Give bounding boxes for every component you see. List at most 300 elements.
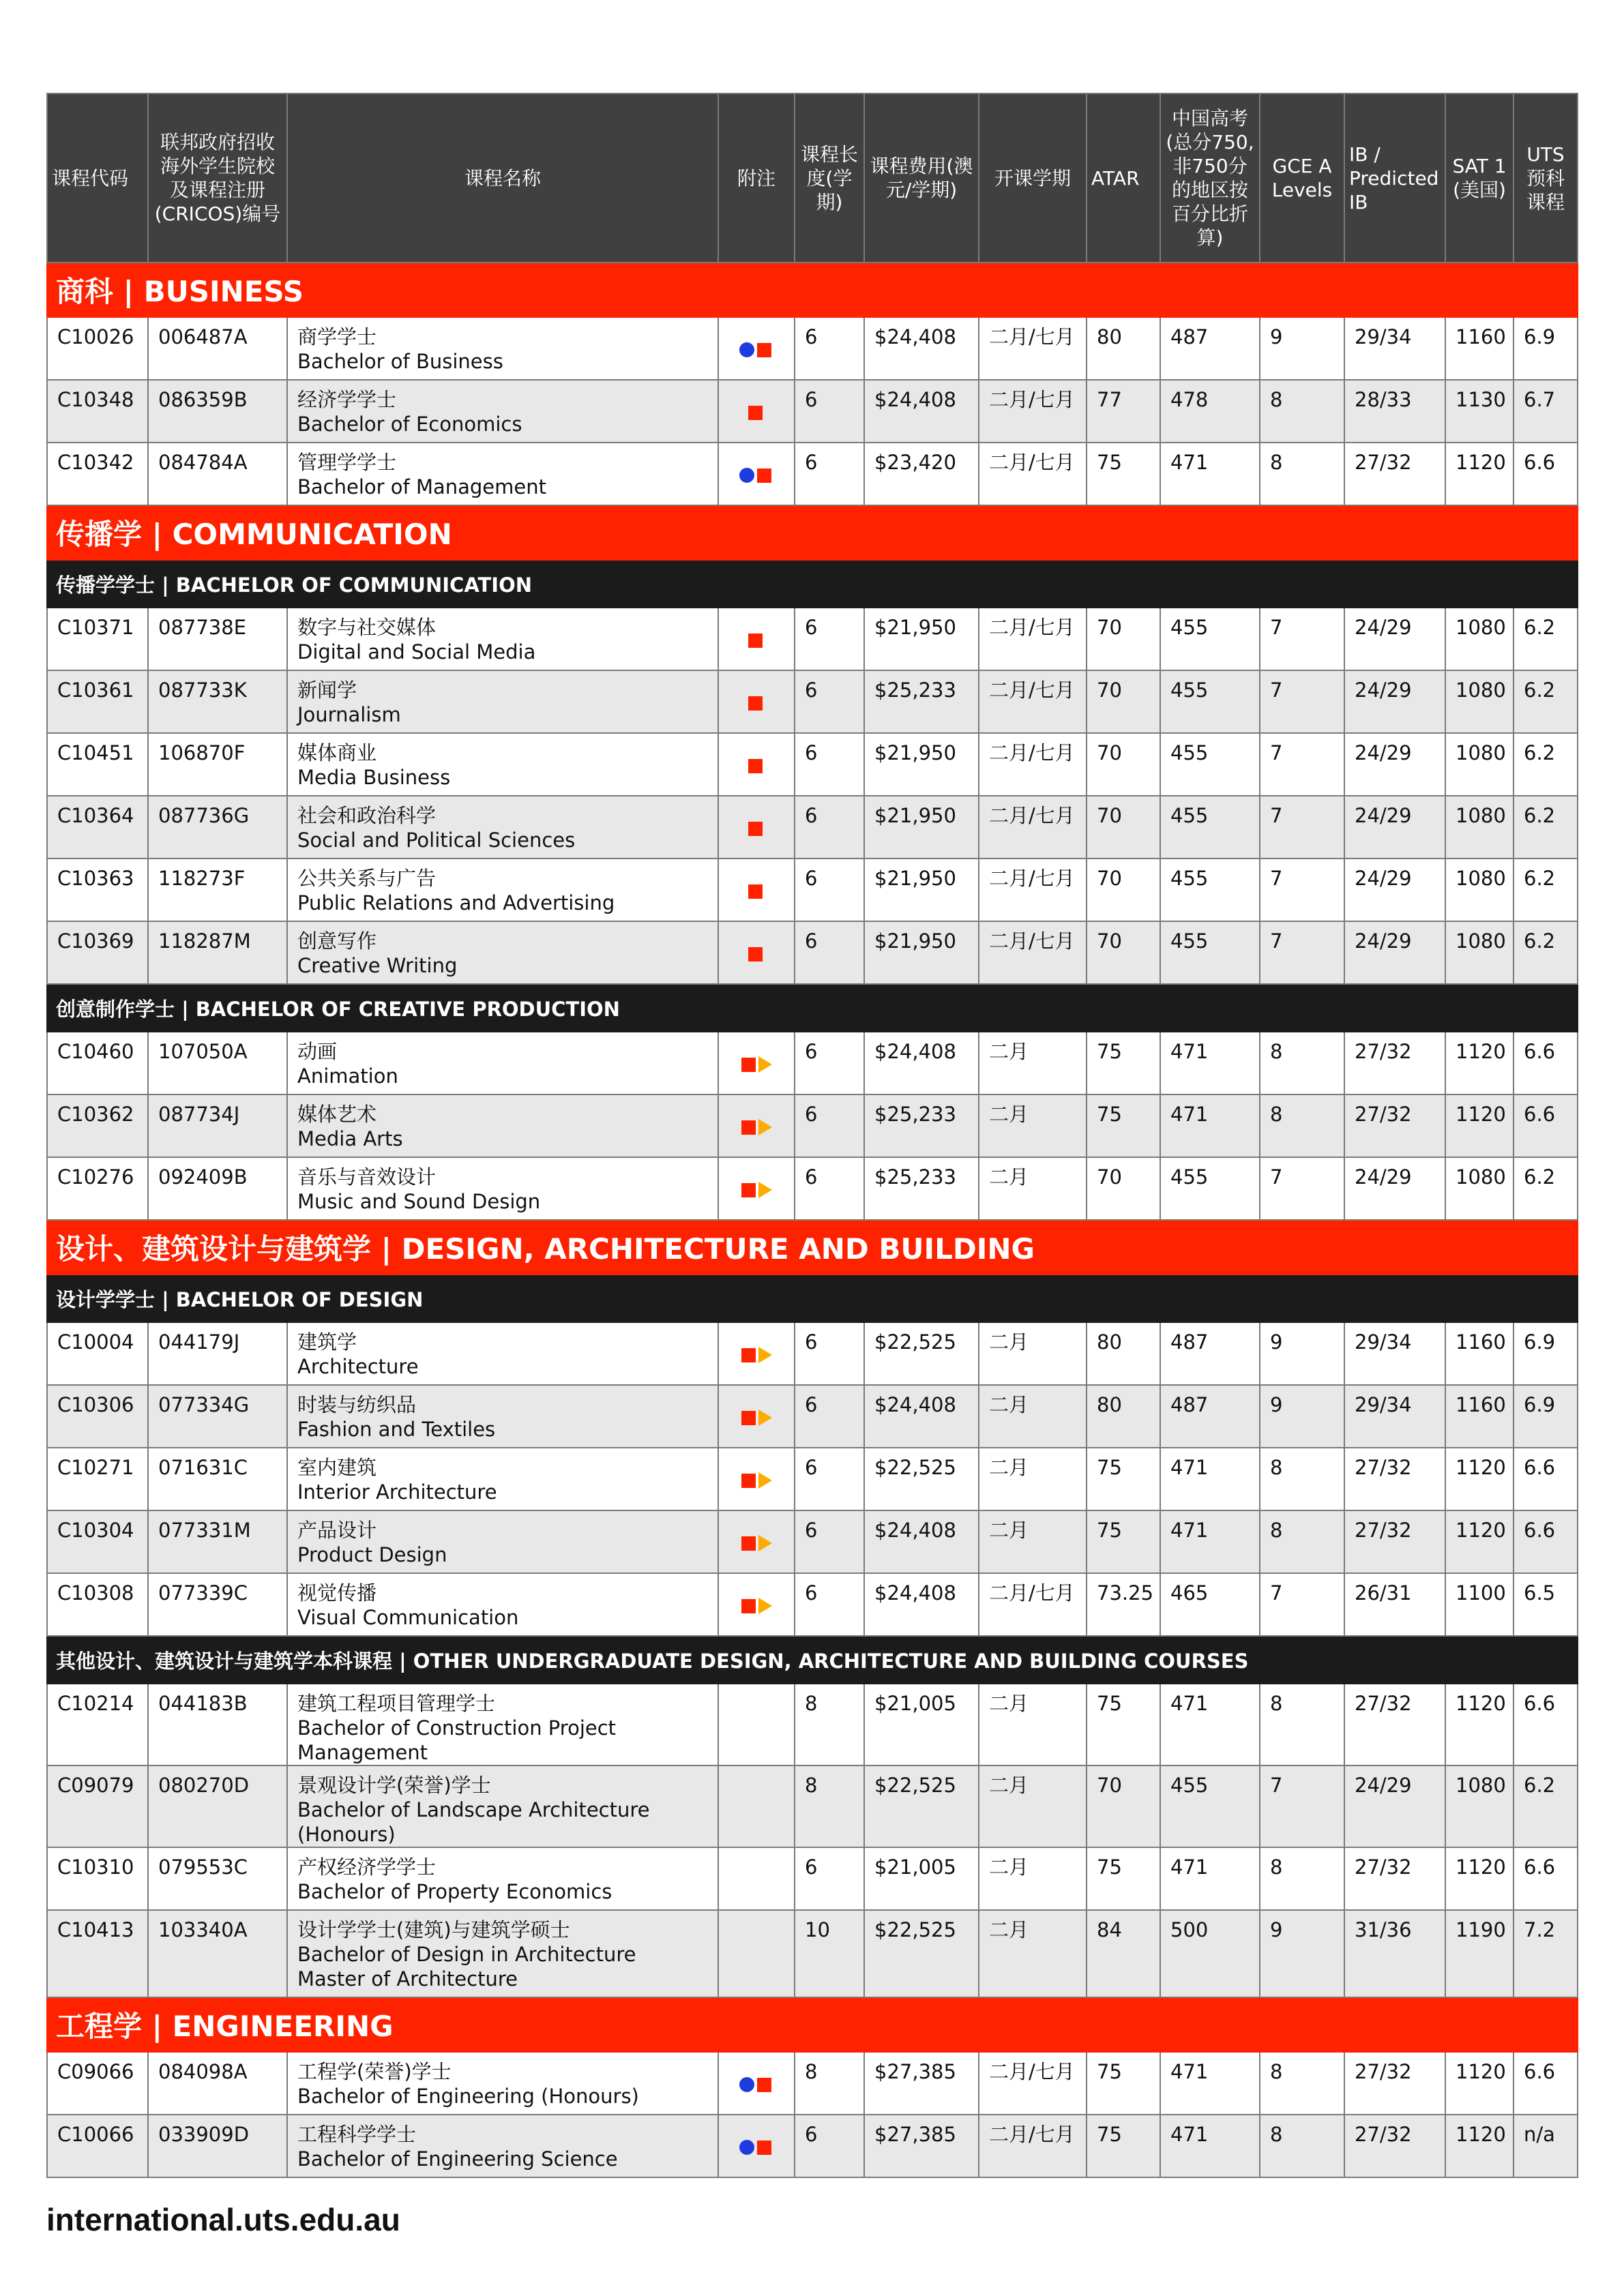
cricos-cell: 044183B: [148, 1684, 287, 1765]
course-name-cell: [287, 1032, 718, 1094]
course-name-zh: 工程学(荣誉)学士: [297, 2060, 452, 2083]
orange-triangle-icon: [758, 1410, 772, 1426]
note-cell: [718, 380, 795, 443]
gce-cell: 8: [1260, 2052, 1344, 2115]
cricos-cell: 079553C: [148, 1847, 287, 1910]
code-cell: C10342: [47, 443, 148, 505]
gaokao-cell: 455: [1160, 796, 1260, 859]
sat-cell: 1120: [1445, 1847, 1514, 1910]
cricos-cell: 087736G: [148, 796, 287, 859]
footer-website-link[interactable]: international.uts.edu.au: [46, 2202, 400, 2237]
fee-cell: $27,385: [864, 2115, 979, 2177]
sat-cell: 1190: [1445, 1910, 1514, 1997]
fee-cell: $22,525: [864, 1448, 979, 1510]
table-row: [47, 1684, 1578, 1765]
note-cell: [718, 1448, 795, 1510]
ib-cell: 27/32: [1344, 1510, 1445, 1573]
sat-cell: 1120: [1445, 1094, 1514, 1157]
orange-triangle-icon: [758, 1535, 772, 1551]
gce-cell: 7: [1260, 1573, 1344, 1636]
note-cell: [718, 443, 795, 505]
course-name-cell: [287, 317, 718, 380]
atar-cell: 70: [1087, 1157, 1160, 1220]
intake-cell: 二月: [979, 1094, 1087, 1157]
subsection-title: 设计学学士 | BACHELOR OF DESIGN: [47, 1274, 1578, 1322]
course-name-en: Media Arts: [297, 1127, 403, 1150]
uts-cell: 6.2: [1514, 733, 1578, 796]
course-name-en: Bachelor of Property Economics: [297, 1880, 612, 1903]
course-name-zh: 产权经济学学士: [297, 1855, 437, 1879]
col-header-fee: 课程费用(澳元/学期): [864, 93, 979, 263]
atar-cell: 75: [1087, 1448, 1160, 1510]
fee-cell: $21,950: [864, 921, 979, 984]
intake-cell: 二月/七月: [979, 380, 1087, 443]
course-table: [46, 93, 1578, 2178]
red-square-icon: [757, 2141, 771, 2155]
length-cell: 6: [795, 317, 864, 380]
cricos-cell: 033909D: [148, 2115, 287, 2177]
gce-cell: 9: [1260, 1385, 1344, 1448]
course-name-zh: 新闻学: [297, 679, 357, 702]
blue-dot-icon: [739, 2140, 754, 2155]
fee-cell: $21,950: [864, 796, 979, 859]
cricos-cell: 087734J: [148, 1094, 287, 1157]
ib-cell: 27/32: [1344, 1094, 1445, 1157]
table-row: [47, 608, 1578, 670]
course-name-zh: 设计学学士(建筑)与建筑学硕士: [297, 1918, 570, 1941]
code-cell: C10364: [47, 796, 148, 859]
course-name-cell: [287, 1910, 718, 1997]
note-cell: [718, 608, 795, 670]
red-square-icon: [748, 759, 763, 773]
fee-cell: $25,233: [864, 1094, 979, 1157]
length-cell: 8: [795, 1765, 864, 1847]
cricos-cell: 006487A: [148, 317, 287, 380]
intake-cell: 二月/七月: [979, 2115, 1087, 2177]
ib-cell: 29/34: [1344, 317, 1445, 380]
code-cell: C10371: [47, 608, 148, 670]
length-cell: 6: [795, 1573, 864, 1636]
sat-cell: 1120: [1445, 443, 1514, 505]
course-name-en: Journalism: [297, 703, 401, 726]
blue-dot-icon: [739, 468, 754, 483]
course-name-cell: [287, 1684, 718, 1765]
gaokao-cell: 455: [1160, 733, 1260, 796]
length-cell: 6: [795, 608, 864, 670]
sat-cell: 1080: [1445, 859, 1514, 921]
col-header-name: 课程名称: [287, 93, 718, 263]
red-square-icon: [757, 468, 771, 483]
red-square-icon: [748, 696, 763, 711]
col-header-gaokao: 中国高考(总分750,非750分的地区按百分比折算): [1160, 93, 1260, 263]
sat-cell: 1100: [1445, 1573, 1514, 1636]
length-cell: 6: [795, 859, 864, 921]
course-name-en: Public Relations and Advertising: [297, 891, 615, 914]
ib-cell: 29/34: [1344, 1322, 1445, 1385]
note-cell: [718, 317, 795, 380]
col-header-gce: GCE A Levels: [1260, 93, 1344, 263]
gce-cell: 8: [1260, 1094, 1344, 1157]
course-name-en: Visual Communication: [297, 1606, 519, 1629]
table-row: [47, 1510, 1578, 1573]
gce-cell: 7: [1260, 921, 1344, 984]
uts-cell: 6.2: [1514, 670, 1578, 733]
course-name-zh: 经济学学士: [297, 388, 397, 411]
section-header-row: [47, 1220, 1578, 1274]
red-square-icon: [741, 1599, 756, 1613]
length-cell: 6: [795, 2115, 864, 2177]
section-title: 设计、建筑设计与建筑学 | DESIGN, ARCHITECTURE AND BUILDING: [47, 1220, 1578, 1274]
fee-cell: $24,408: [864, 1510, 979, 1573]
uts-cell: 6.2: [1514, 1765, 1578, 1847]
ib-cell: 24/29: [1344, 1765, 1445, 1847]
subsection-header-row: [47, 1274, 1578, 1322]
fee-cell: $23,420: [864, 443, 979, 505]
sat-cell: 1160: [1445, 1385, 1514, 1448]
gce-cell: 9: [1260, 1910, 1344, 1997]
note-cell: [718, 1765, 795, 1847]
course-name-en: Fashion and Textiles: [297, 1418, 496, 1441]
note-cell: [718, 1847, 795, 1910]
course-name-en: Music and Sound Design: [297, 1190, 541, 1213]
intake-cell: 二月/七月: [979, 670, 1087, 733]
intake-cell: 二月/七月: [979, 921, 1087, 984]
atar-cell: 75: [1087, 2052, 1160, 2115]
section-title: 工程学 | ENGINEERING: [47, 1997, 1578, 2052]
red-square-icon: [741, 1120, 756, 1135]
length-cell: 6: [795, 1448, 864, 1510]
cricos-cell: 071631C: [148, 1448, 287, 1510]
atar-cell: 70: [1087, 670, 1160, 733]
course-name-cell: [287, 670, 718, 733]
length-cell: 6: [795, 921, 864, 984]
uts-cell: 6.9: [1514, 1385, 1578, 1448]
gaokao-cell: 487: [1160, 317, 1260, 380]
uts-cell: n/a: [1514, 2115, 1578, 2177]
gce-cell: 9: [1260, 1322, 1344, 1385]
note-cell: [718, 2115, 795, 2177]
course-name-zh: 视觉传播: [297, 1581, 377, 1605]
course-name-cell: [287, 921, 718, 984]
note-cell: [718, 1157, 795, 1220]
red-square-icon: [741, 1058, 756, 1072]
code-cell: C10362: [47, 1094, 148, 1157]
uts-cell: 6.6: [1514, 443, 1578, 505]
code-cell: C10451: [47, 733, 148, 796]
gce-cell: 8: [1260, 1847, 1344, 1910]
fee-cell: $21,950: [864, 608, 979, 670]
col-header-atar: ATAR: [1087, 93, 1160, 263]
length-cell: 6: [795, 733, 864, 796]
course-name-en-second-line: Master of Architecture: [297, 1967, 518, 1991]
gce-cell: 7: [1260, 608, 1344, 670]
col-header-ib: IB / Predicted IB: [1344, 93, 1445, 263]
course-name-en: Bachelor of Landscape Architecture (Honours): [297, 1798, 650, 1846]
code-cell: C09066: [47, 2052, 148, 2115]
cricos-cell: 044179J: [148, 1322, 287, 1385]
course-name-en: Creative Writing: [297, 954, 458, 977]
sat-cell: 1160: [1445, 1322, 1514, 1385]
intake-cell: 二月: [979, 1157, 1087, 1220]
course-name-zh: 媒体艺术: [297, 1103, 377, 1126]
course-name-cell: [287, 859, 718, 921]
note-cell: [718, 1032, 795, 1094]
atar-cell: 75: [1087, 2115, 1160, 2177]
cricos-cell: 077334G: [148, 1385, 287, 1448]
gaokao-cell: 455: [1160, 670, 1260, 733]
intake-cell: 二月: [979, 1510, 1087, 1573]
course-name-cell: [287, 608, 718, 670]
intake-cell: 二月: [979, 1385, 1087, 1448]
sat-cell: 1080: [1445, 733, 1514, 796]
sat-cell: 1120: [1445, 1032, 1514, 1094]
ib-cell: 24/29: [1344, 796, 1445, 859]
cricos-cell: 106870F: [148, 733, 287, 796]
cricos-cell: 084784A: [148, 443, 287, 505]
fee-cell: $22,525: [864, 1322, 979, 1385]
atar-cell: 80: [1087, 317, 1160, 380]
gaokao-cell: 471: [1160, 1094, 1260, 1157]
length-cell: 6: [795, 670, 864, 733]
course-name-zh: 建筑学: [297, 1330, 357, 1354]
code-cell: C10361: [47, 670, 148, 733]
course-name-cell: [287, 1573, 718, 1636]
gaokao-cell: 471: [1160, 1847, 1260, 1910]
fee-cell: $21,950: [864, 859, 979, 921]
course-name-cell: [287, 1847, 718, 1910]
atar-cell: 77: [1087, 380, 1160, 443]
gaokao-cell: 478: [1160, 380, 1260, 443]
sat-cell: 1080: [1445, 670, 1514, 733]
red-square-icon: [741, 1536, 756, 1551]
code-cell: C10214: [47, 1684, 148, 1765]
sat-cell: 1130: [1445, 380, 1514, 443]
table-row: [47, 1032, 1578, 1094]
table-row: [47, 1322, 1578, 1385]
course-name-en: Bachelor of Management: [297, 475, 546, 498]
table-row: [47, 1847, 1578, 1910]
atar-cell: 70: [1087, 733, 1160, 796]
course-name-cell: [287, 380, 718, 443]
gaokao-cell: 471: [1160, 1510, 1260, 1573]
section-title: 商科 | BUSINESS: [47, 263, 1578, 317]
uts-cell: 6.9: [1514, 317, 1578, 380]
gaokao-cell: 465: [1160, 1573, 1260, 1636]
course-name-en: Product Design: [297, 1543, 447, 1566]
table-row: [47, 317, 1578, 380]
sat-cell: 1120: [1445, 1684, 1514, 1765]
col-header-length: 课程长度(学期): [795, 93, 864, 263]
orange-triangle-icon: [758, 1119, 772, 1135]
cricos-cell: 092409B: [148, 1157, 287, 1220]
note-cell: [718, 921, 795, 984]
sat-cell: 1120: [1445, 1510, 1514, 1573]
course-name-en: Social and Political Sciences: [297, 829, 576, 852]
length-cell: 6: [795, 1385, 864, 1448]
red-square-icon: [757, 2078, 771, 2092]
code-cell: C10310: [47, 1847, 148, 1910]
col-header-code: 课程代码: [47, 93, 148, 263]
ib-cell: 24/29: [1344, 733, 1445, 796]
red-square-icon: [748, 406, 763, 420]
gaokao-cell: 455: [1160, 1765, 1260, 1847]
uts-cell: 7.2: [1514, 1910, 1578, 1997]
code-cell: C10369: [47, 921, 148, 984]
course-name-en: Bachelor of Design in Architecture: [297, 1943, 636, 1966]
course-name-cell: [287, 1322, 718, 1385]
table-row: [47, 1448, 1578, 1510]
course-name-zh: 媒体商业: [297, 741, 377, 764]
ib-cell: 24/29: [1344, 1157, 1445, 1220]
intake-cell: 二月: [979, 1322, 1087, 1385]
atar-cell: 84: [1087, 1910, 1160, 1997]
course-name-zh: 产品设计: [297, 1519, 377, 1542]
gaokao-cell: 471: [1160, 1448, 1260, 1510]
code-cell: C10306: [47, 1385, 148, 1448]
gaokao-cell: 455: [1160, 1157, 1260, 1220]
uts-cell: 6.6: [1514, 1448, 1578, 1510]
sat-cell: 1120: [1445, 2115, 1514, 2177]
course-name-zh: 景观设计学(荣誉)学士: [297, 1774, 491, 1797]
table-row: [47, 2052, 1578, 2115]
subsection-title: 创意制作学士 | BACHELOR OF CREATIVE PRODUCTION: [47, 984, 1578, 1032]
note-cell: [718, 733, 795, 796]
uts-cell: 6.2: [1514, 796, 1578, 859]
sat-cell: 1080: [1445, 1765, 1514, 1847]
uts-cell: 6.2: [1514, 1157, 1578, 1220]
intake-cell: 二月: [979, 1032, 1087, 1094]
length-cell: 6: [795, 1847, 864, 1910]
length-cell: 6: [795, 1032, 864, 1094]
gce-cell: 7: [1260, 670, 1344, 733]
course-name-zh: 社会和政治科学: [297, 804, 437, 827]
ib-cell: 24/29: [1344, 859, 1445, 921]
gaokao-cell: 487: [1160, 1322, 1260, 1385]
blue-dot-icon: [739, 342, 754, 357]
table-row: [47, 859, 1578, 921]
course-name-en: Bachelor of Business: [297, 350, 503, 373]
fee-cell: $24,408: [864, 317, 979, 380]
course-name-zh: 数字与社交媒体: [297, 616, 437, 639]
ib-cell: 24/29: [1344, 670, 1445, 733]
uts-cell: 6.2: [1514, 921, 1578, 984]
col-header-sat: SAT 1 (美国): [1445, 93, 1514, 263]
sat-cell: 1160: [1445, 317, 1514, 380]
atar-cell: 75: [1087, 1847, 1160, 1910]
length-cell: 8: [795, 1684, 864, 1765]
cricos-cell: 103340A: [148, 1910, 287, 1997]
code-cell: C09079: [47, 1765, 148, 1847]
gce-cell: 8: [1260, 2115, 1344, 2177]
table-header-row: [47, 93, 1578, 263]
fee-cell: $24,408: [864, 1385, 979, 1448]
note-cell: [718, 1322, 795, 1385]
cricos-cell: 077339C: [148, 1573, 287, 1636]
ib-cell: 27/32: [1344, 1448, 1445, 1510]
sat-cell: 1120: [1445, 1448, 1514, 1510]
uts-cell: 6.6: [1514, 1847, 1578, 1910]
length-cell: 6: [795, 1094, 864, 1157]
gce-cell: 7: [1260, 859, 1344, 921]
col-header-uts: UTS 预科课程: [1514, 93, 1578, 263]
code-cell: C10460: [47, 1032, 148, 1094]
note-cell: [718, 670, 795, 733]
red-square-icon: [748, 947, 763, 961]
intake-cell: 二月/七月: [979, 733, 1087, 796]
course-name-cell: [287, 1510, 718, 1573]
col-header-cricos: 联邦政府招收海外学生院校及课程注册(CRICOS)编号: [148, 93, 287, 263]
gaokao-cell: 455: [1160, 608, 1260, 670]
course-name-cell: [287, 733, 718, 796]
red-square-icon: [741, 1474, 756, 1488]
course-name-cell: [287, 443, 718, 505]
length-cell: 6: [795, 1157, 864, 1220]
sat-cell: 1080: [1445, 1157, 1514, 1220]
note-cell: [718, 859, 795, 921]
ib-cell: 31/36: [1344, 1910, 1445, 1997]
intake-cell: 二月/七月: [979, 608, 1087, 670]
red-square-icon: [741, 1183, 756, 1197]
subsection-header-row: [47, 560, 1578, 608]
cricos-cell: 118273F: [148, 859, 287, 921]
uts-cell: 6.6: [1514, 2052, 1578, 2115]
atar-cell: 70: [1087, 859, 1160, 921]
table-body: [47, 263, 1578, 2177]
gce-cell: 8: [1260, 1684, 1344, 1765]
gce-cell: 9: [1260, 317, 1344, 380]
atar-cell: 70: [1087, 608, 1160, 670]
table-row: [47, 1573, 1578, 1636]
atar-cell: 70: [1087, 1765, 1160, 1847]
table-row: [47, 733, 1578, 796]
course-name-cell: [287, 1094, 718, 1157]
atar-cell: 75: [1087, 443, 1160, 505]
intake-cell: 二月/七月: [979, 443, 1087, 505]
table-row: [47, 380, 1578, 443]
table-row: [47, 443, 1578, 505]
gce-cell: 7: [1260, 733, 1344, 796]
cricos-cell: 084098A: [148, 2052, 287, 2115]
blue-dot-icon: [739, 2077, 754, 2092]
code-cell: C10276: [47, 1157, 148, 1220]
table-row: [47, 1157, 1578, 1220]
atar-cell: 75: [1087, 1094, 1160, 1157]
gaokao-cell: 471: [1160, 2115, 1260, 2177]
intake-cell: 二月/七月: [979, 1573, 1087, 1636]
ib-cell: 27/32: [1344, 2115, 1445, 2177]
fee-cell: $25,233: [864, 670, 979, 733]
fee-cell: $21,005: [864, 1847, 979, 1910]
gaokao-cell: 500: [1160, 1910, 1260, 1997]
course-name-zh: 工程科学学士: [297, 2123, 417, 2146]
fee-cell: $22,525: [864, 1765, 979, 1847]
gce-cell: 8: [1260, 1448, 1344, 1510]
atar-cell: 75: [1087, 1032, 1160, 1094]
subsection-title: 其他设计、建筑设计与建筑学本科课程 | OTHER UNDERGRADUATE DESIGN, ARCHITECTURE AND BUILDING COURSES: [47, 1636, 1578, 1684]
red-square-icon: [741, 1348, 756, 1362]
uts-cell: 6.6: [1514, 1032, 1578, 1094]
gaokao-cell: 455: [1160, 921, 1260, 984]
course-table-container: [46, 93, 1577, 2178]
gce-cell: 7: [1260, 796, 1344, 859]
table-row: [47, 2115, 1578, 2177]
code-cell: C10026: [47, 317, 148, 380]
gaokao-cell: 471: [1160, 2052, 1260, 2115]
cricos-cell: 086359B: [148, 380, 287, 443]
length-cell: 10: [795, 1910, 864, 1997]
sat-cell: 1080: [1445, 921, 1514, 984]
note-cell: [718, 1094, 795, 1157]
